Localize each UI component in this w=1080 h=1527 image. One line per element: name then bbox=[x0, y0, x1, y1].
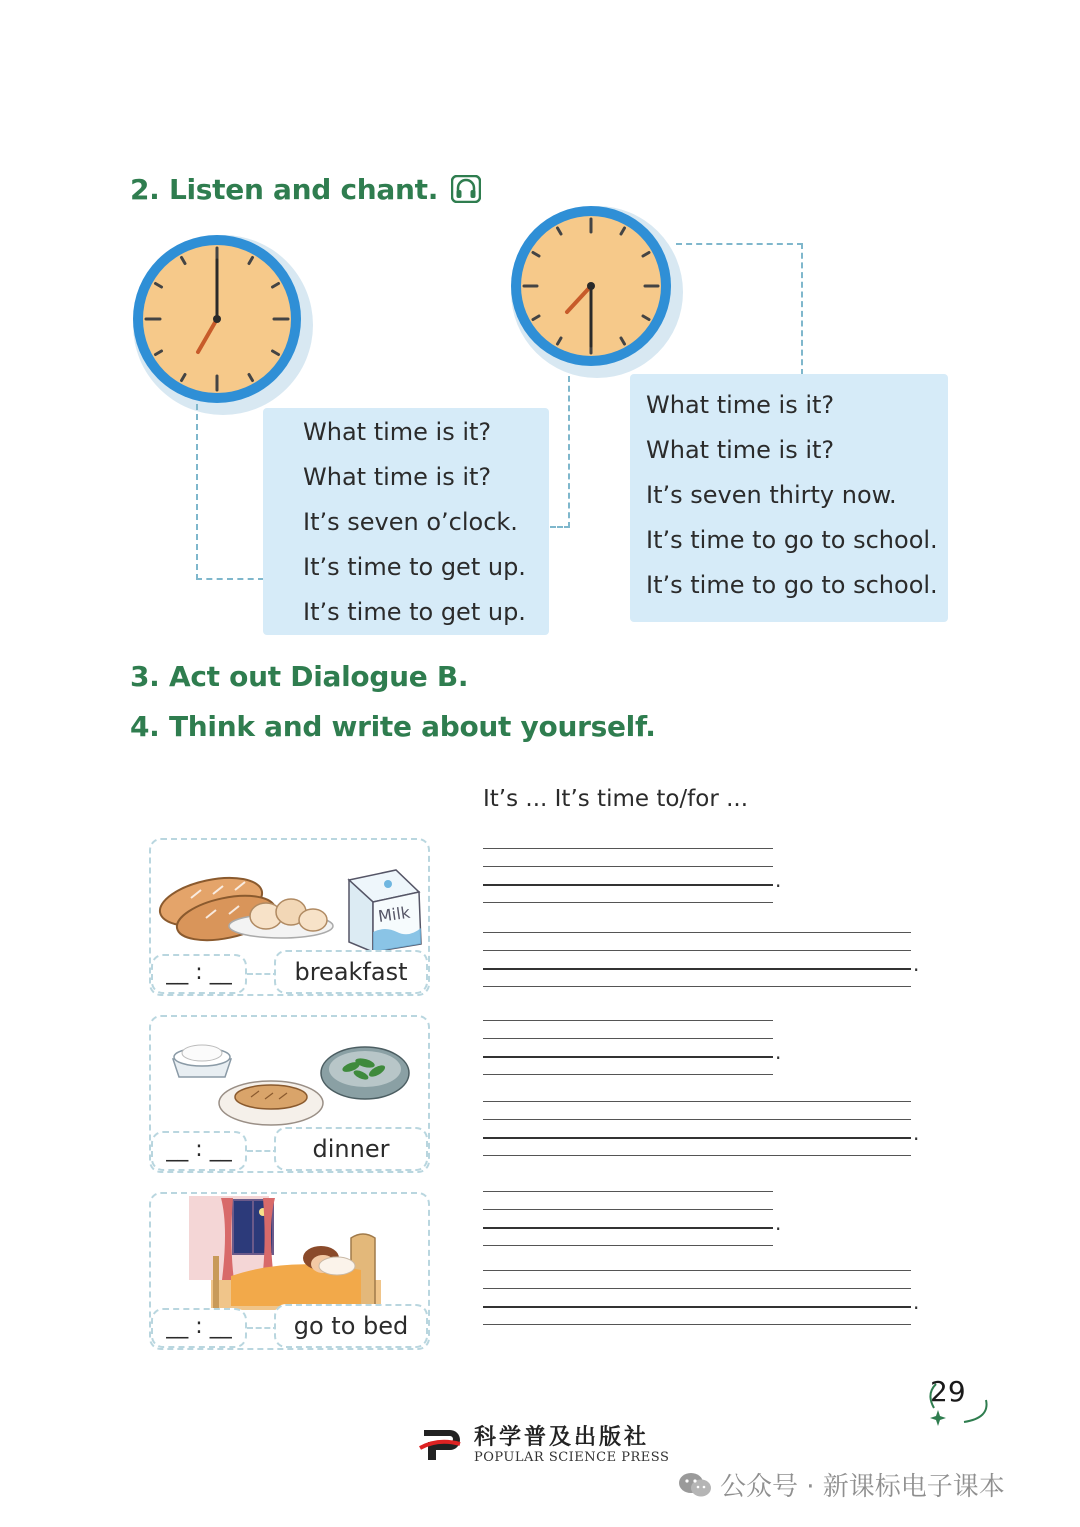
publisher-name-cn: 科学普及出版社 bbox=[474, 1424, 650, 1450]
chant-line: It’s time to go to school. bbox=[646, 571, 938, 599]
writing-prompt: It’s ... It’s time to/for ... bbox=[483, 786, 749, 812]
chant-line: It’s seven thirty now. bbox=[646, 481, 897, 509]
chant-line: What time is it? bbox=[646, 391, 835, 419]
chant-line: It’s time to get up. bbox=[303, 553, 526, 581]
milk-carton-text: Milk bbox=[376, 902, 412, 926]
chant-box-1 bbox=[263, 408, 549, 635]
page-number-text: 29 bbox=[930, 1375, 966, 1408]
time-blank[interactable]: __ : __ bbox=[151, 954, 247, 994]
period: . bbox=[913, 1121, 920, 1145]
headphones-icon[interactable] bbox=[451, 175, 481, 203]
time-blank[interactable]: __ : __ bbox=[151, 1308, 247, 1348]
publisher-name-en: POPULAR SCIENCE PRESS bbox=[474, 1450, 670, 1465]
chant-line: What time is it? bbox=[646, 436, 835, 464]
chant-line: It’s time to get up. bbox=[303, 598, 526, 626]
publisher-logo bbox=[418, 1420, 670, 1468]
section-3-title: 3. Act out Dialogue B. bbox=[130, 660, 469, 693]
dinner-illustration bbox=[151, 1017, 428, 1135]
chant-line: What time is it? bbox=[303, 463, 492, 491]
bedroom-illustration bbox=[151, 1194, 428, 1312]
wechat-icon bbox=[678, 1471, 712, 1499]
chant-box-2 bbox=[630, 374, 948, 622]
connector-line bbox=[196, 578, 264, 580]
clock-seven-oclock bbox=[128, 230, 318, 424]
connector-line bbox=[801, 243, 803, 375]
activity-card-go-to-bed bbox=[149, 1192, 430, 1350]
connector-line bbox=[196, 404, 198, 580]
activity-label: dinner bbox=[274, 1127, 428, 1171]
section-4-title: 4. Think and write about yourself. bbox=[130, 710, 656, 743]
period: . bbox=[775, 868, 782, 892]
section-2-heading bbox=[130, 173, 481, 206]
watermark-text: 公众号 · 新课标电子课本 bbox=[720, 1472, 1005, 1502]
clock-seven-thirty bbox=[505, 200, 685, 384]
sparkle-star-icon bbox=[930, 1410, 946, 1426]
activity-card-breakfast bbox=[149, 838, 430, 996]
time-blank[interactable]: __ : __ bbox=[151, 1131, 247, 1171]
connector-line bbox=[676, 243, 803, 245]
chant-line: It’s time to go to school. bbox=[646, 526, 938, 554]
connector-line bbox=[568, 376, 570, 528]
activity-label: go to bed bbox=[274, 1304, 428, 1348]
period: . bbox=[913, 952, 920, 976]
period: . bbox=[775, 1211, 782, 1235]
section-2-title: 2. Listen and chant. bbox=[130, 173, 439, 206]
period: . bbox=[775, 1040, 782, 1064]
chant-line: What time is it? bbox=[303, 418, 492, 446]
publisher-emblem-icon bbox=[418, 1420, 464, 1464]
activity-card-dinner bbox=[149, 1015, 430, 1173]
period: . bbox=[913, 1290, 920, 1314]
chant-line: It’s seven o’clock. bbox=[303, 508, 518, 536]
watermark bbox=[678, 1466, 1005, 1503]
page-number-swirl bbox=[924, 1378, 994, 1426]
activity-label: breakfast bbox=[274, 950, 428, 994]
breakfast-illustration bbox=[151, 840, 428, 958]
connector-line bbox=[550, 526, 570, 528]
